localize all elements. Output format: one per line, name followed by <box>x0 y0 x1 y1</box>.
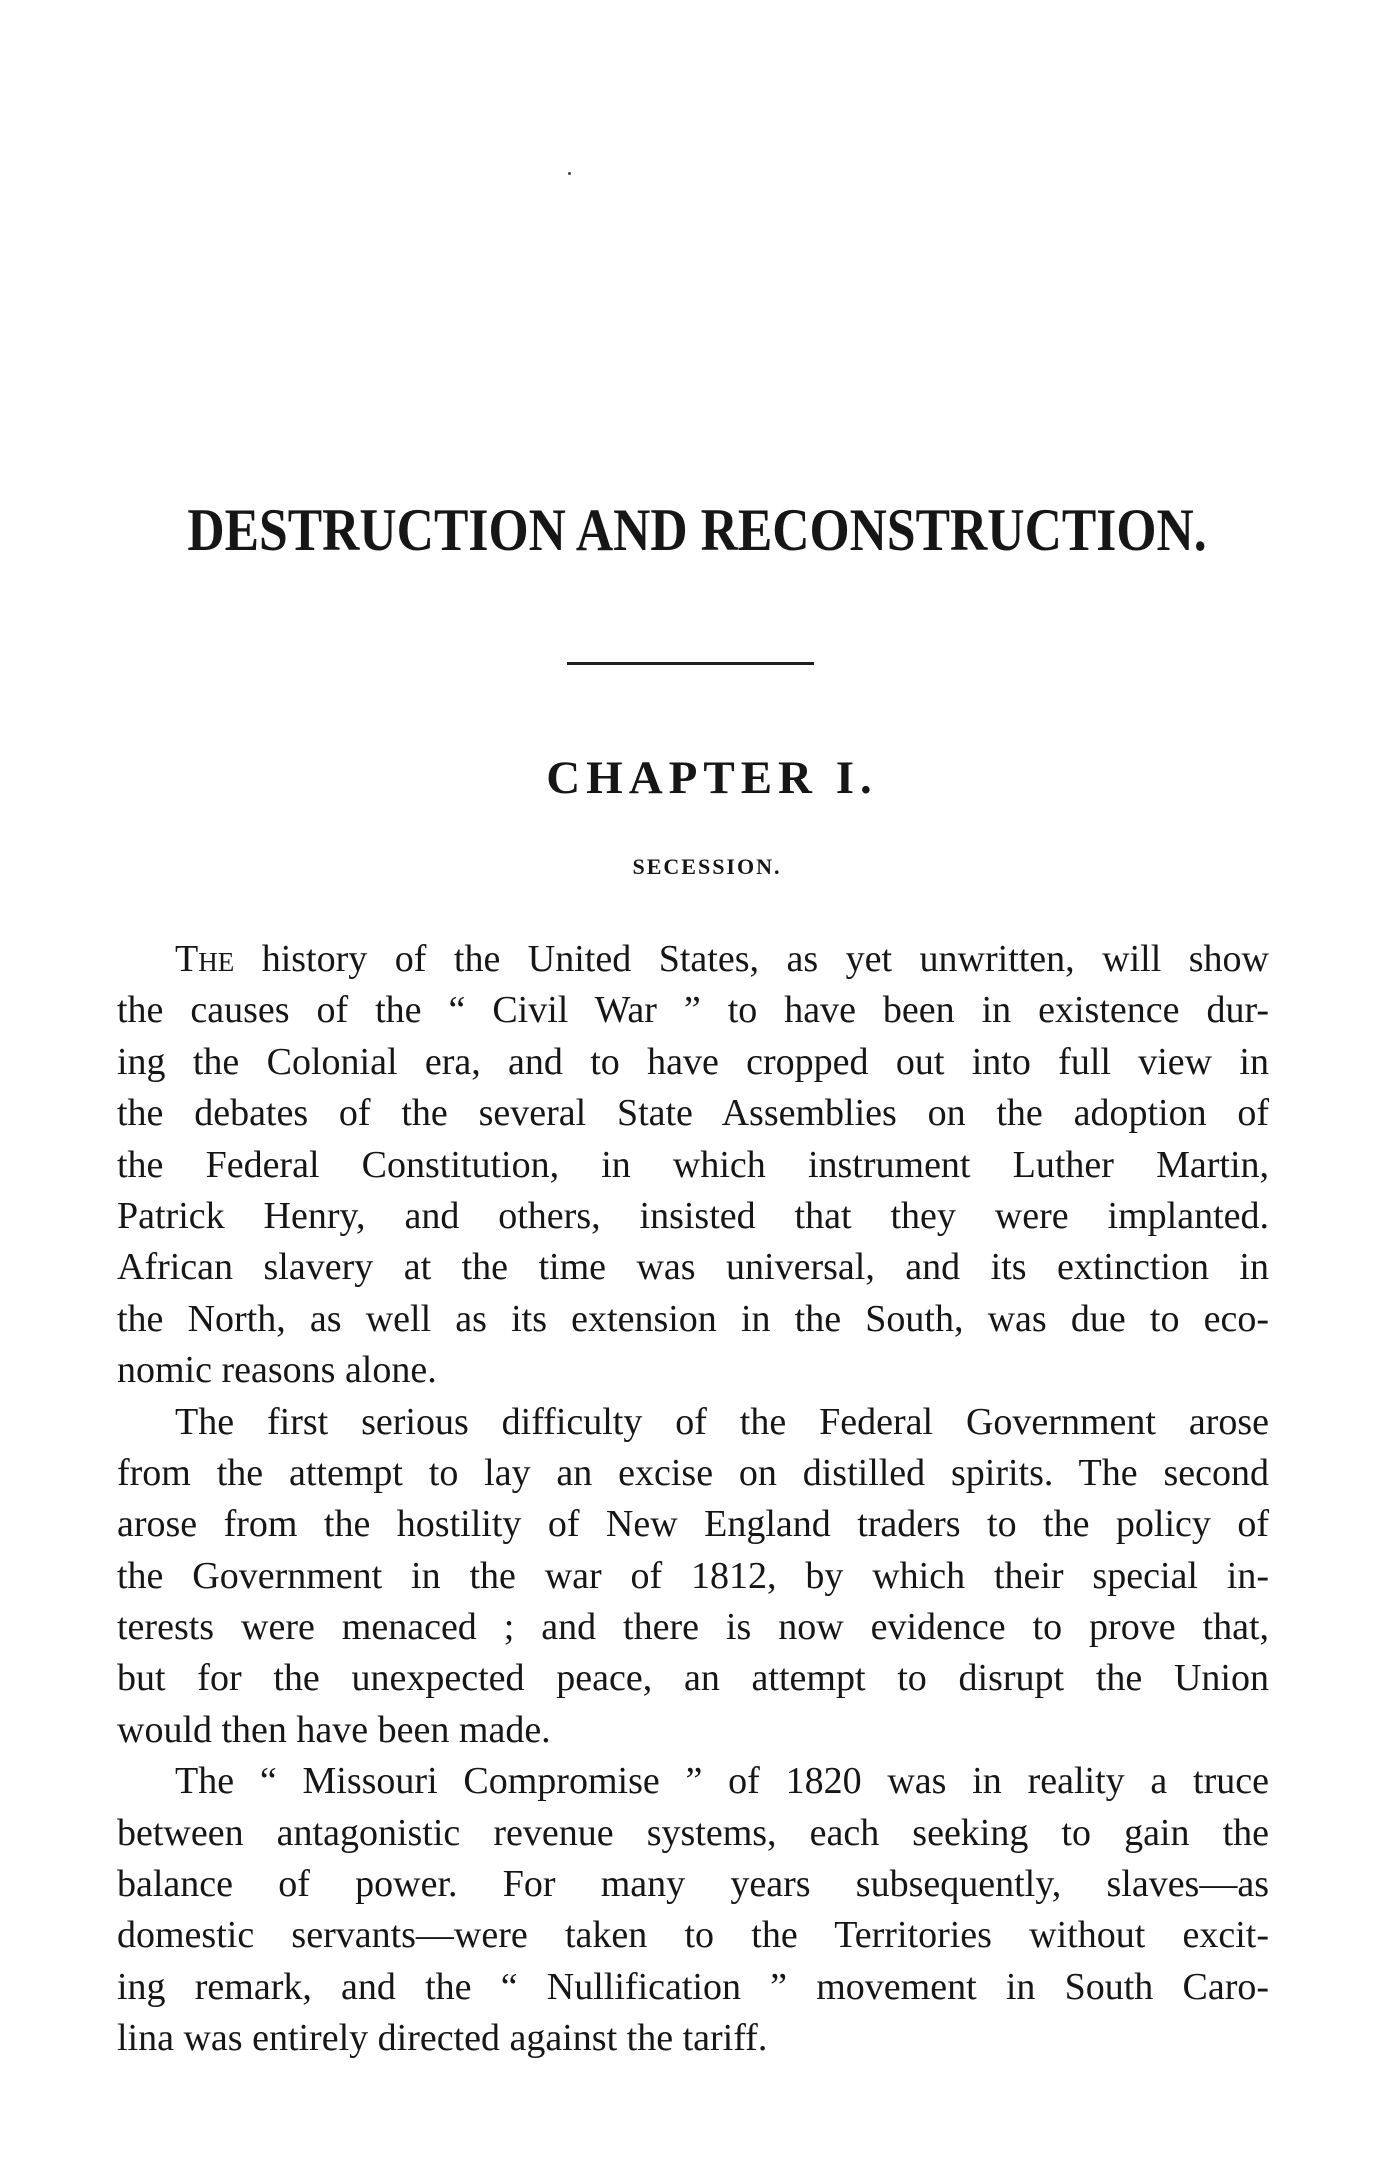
paragraph-line: between antagonistic revenue systems, each seeking to gain the <box>117 1811 1269 1854</box>
paragraph-line: arose from the hostility of New England traders to the policy of <box>117 1503 1269 1546</box>
paragraph-line: The first serious difficulty of the Federal Government arose <box>175 1400 1269 1443</box>
paragraph-line: from the attempt to lay an excise on distilled spirits. The second <box>117 1451 1269 1494</box>
paragraph-line: the Federal Constitution, in which instrument Luther Martin, <box>117 1143 1269 1186</box>
paragraph-2 <box>117 1397 1269 1757</box>
chapter-body <box>117 934 1269 2065</box>
paragraph-1 <box>117 934 1269 1397</box>
paragraph-line: lina was entirely directed against the tariff. <box>117 2017 768 2060</box>
paragraph-line: The “ Missouri Compromise ” of 1820 was in reality a truce <box>175 1760 1269 1803</box>
paragraph-line: ing the Colonial era, and to have cropped out into full view in <box>117 1040 1269 1083</box>
paragraph-line: would then have been made. <box>117 1708 551 1751</box>
paragraph-line: the North, as well as its extension in the South, was due to eco- <box>117 1297 1269 1340</box>
paragraph-line: the debates of the several State Assemblies on the adoption of <box>117 1092 1269 1135</box>
paragraph-line: the causes of the “ Civil War ” to have been in existence dur- <box>117 989 1269 1032</box>
paragraph-line: ing remark, and the “ Nullification ” movement in South Caro- <box>117 1965 1269 2008</box>
chapter-heading: CHAPTER I. <box>546 752 878 804</box>
paragraph-line: balance of power. For many years subsequently, slaves—as <box>117 1863 1269 1906</box>
paragraph-line: terests were menaced ; and there is now evidence to prove that, <box>117 1606 1269 1649</box>
book-title: DESTRUCTION AND RECONSTRUCTION. <box>187 497 1207 563</box>
paragraph-line: The history of the United States, as yet unwritten, will show <box>175 938 1269 980</box>
paragraph-line: the Government in the war of 1812, by which their special in- <box>117 1554 1269 1597</box>
paragraph-line: but for the unexpected peace, an attempt to disrupt the Union <box>117 1657 1269 1700</box>
paragraph-line: Patrick Henry, and others, insisted that they were implanted. <box>117 1194 1269 1237</box>
chapter-subtitle: SECESSION. <box>632 854 782 879</box>
opening-word: The <box>175 938 235 980</box>
paragraph-line: nomic reasons alone. <box>117 1349 437 1392</box>
paragraph-3 <box>117 1756 1269 2064</box>
paragraph-line: domestic servants—were taken to the Territories without excit- <box>117 1914 1269 1957</box>
title-rule-divider <box>567 662 814 665</box>
paragraph-line: African slavery at the time was universal, and its extinction in <box>117 1246 1269 1289</box>
print-speck <box>568 172 571 175</box>
